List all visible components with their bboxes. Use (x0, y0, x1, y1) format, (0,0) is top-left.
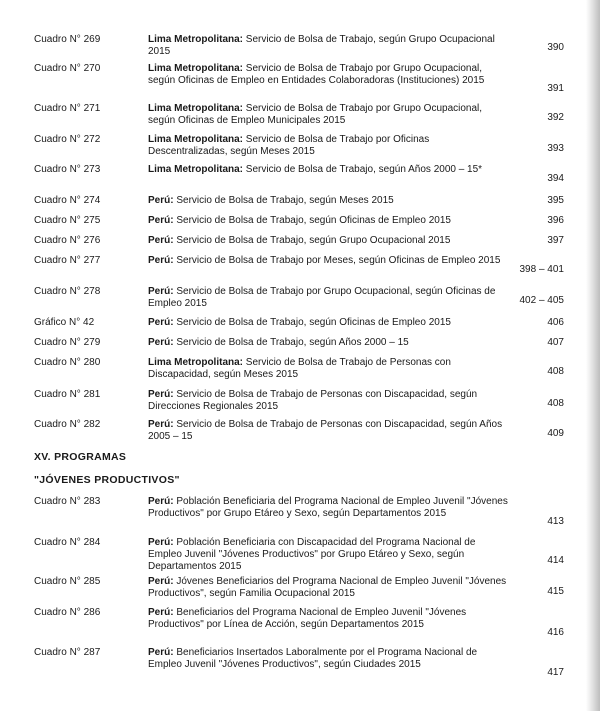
entry-description (148, 235, 508, 247)
entry-code: Cuadro N° 282 (34, 419, 101, 430)
entry-description (148, 134, 508, 158)
entry-code: Cuadro N° 284 (34, 537, 101, 548)
entry-code: Cuadro N° 280 (34, 357, 101, 368)
entry-page: 397 (547, 235, 564, 246)
entry-code: Cuadro N° 278 (34, 286, 101, 297)
entry-description (148, 576, 508, 600)
entry-code: Cuadro N° 285 (34, 576, 101, 587)
entry-region: Lima Metropolitana: (148, 164, 244, 175)
entry-region: Perú: (148, 337, 174, 348)
entry-title: Servicio de Bolsa de Trabajo por Grupo Ocupacional, según Oficinas de Empleo 2015 (148, 286, 496, 309)
entry-region: Perú: (148, 286, 174, 297)
entry-title: Servicio de Bolsa de Trabajo, según Años 2000 – 15 (173, 337, 409, 348)
entry-page: 415 (547, 586, 564, 597)
entry-region: Perú: (148, 576, 174, 587)
entry-title: Servicio de Bolsa de Trabajo, según Grupo Ocupacional 2015 (148, 34, 495, 57)
entry-title: Servicio de Bolsa de Trabajo de Personas con Discapacidad, según Años 2005 – 15 (148, 419, 503, 442)
entry-code: Cuadro N° 279 (34, 337, 101, 348)
entry-description (148, 337, 508, 349)
entry-page: 409 (547, 428, 564, 439)
entry-description (148, 103, 508, 127)
entry-page: 392 (547, 112, 564, 123)
entry-description (148, 647, 508, 671)
entry-code: Cuadro N° 277 (34, 255, 101, 266)
entry-page: 402 – 405 (519, 295, 564, 306)
entry-code: Gráfico N° 42 (34, 317, 95, 328)
entry-code: Cuadro N° 270 (34, 63, 101, 74)
entry-page: 396 (547, 215, 564, 226)
entry-region: Lima Metropolitana: (148, 357, 244, 368)
entry-page: 408 (547, 398, 564, 409)
entry-page: 393 (547, 143, 564, 154)
entry-region: Lima Metropolitana: (148, 134, 244, 145)
entry-description (148, 63, 508, 87)
entry-page: 406 (547, 317, 564, 328)
entry-page: 407 (547, 337, 564, 348)
entry-title: Servicio de Bolsa de Trabajo, según Años 2000 – 15* (243, 164, 483, 175)
entry-title: Servicio de Bolsa de Trabajo, según Oficinas de Empleo 2015 (173, 317, 451, 328)
entry-title: Población Beneficiaria con Discapacidad del Programa Nacional de Empleo Juvenil "Jóvenes Productivos" por Grupo Etáreo y Sexo, según Departamentos 2015 (148, 537, 476, 572)
entry-code: Cuadro N° 275 (34, 215, 101, 226)
entry-description (148, 357, 508, 381)
entry-page: 391 (547, 83, 564, 94)
entry-region: Perú: (148, 419, 174, 430)
entry-title: Beneficiarios Insertados Laboralmente por el Programa Nacional de Empleo Juvenil "Jóvenes Productivos", según Ciudades 2015 (148, 647, 478, 670)
entry-region: Lima Metropolitana: (148, 34, 244, 45)
entry-code: Cuadro N° 283 (34, 496, 101, 507)
entry-code: Cuadro N° 269 (34, 34, 101, 45)
entry-region: Perú: (148, 496, 174, 507)
entry-description (148, 215, 508, 227)
page-edge-shadow (586, 0, 600, 711)
section-title: XV. PROGRAMAS (34, 451, 127, 463)
entry-region: Perú: (148, 215, 174, 226)
entry-page: 417 (547, 667, 564, 678)
entry-code: Cuadro N° 274 (34, 195, 101, 206)
entry-region: Lima Metropolitana: (148, 63, 244, 74)
subsection-title: "JÓVENES PRODUCTIVOS" (34, 474, 180, 486)
entry-code: Cuadro N° 286 (34, 607, 101, 618)
entry-description (148, 496, 508, 520)
entry-description (148, 537, 508, 573)
entry-description (148, 607, 508, 631)
entry-description (148, 164, 508, 176)
entry-region: Perú: (148, 255, 174, 266)
entry-page: 395 (547, 195, 564, 206)
entry-title: Servicio de Bolsa de Trabajo de Personas con Discapacidad, según Direcciones Regionales 2015 (148, 389, 478, 412)
entry-title: Servicio de Bolsa de Trabajo por Grupo Ocupacional, según Oficinas de Empleo en Entidades Colaboradoras (Instituciones) 2015 (148, 63, 485, 86)
entry-region: Perú: (148, 317, 174, 328)
entry-page: 398 – 401 (519, 264, 564, 275)
entry-code: Cuadro N° 287 (34, 647, 101, 658)
entry-code: Cuadro N° 271 (34, 103, 101, 114)
entry-description (148, 389, 508, 413)
entry-description (148, 286, 508, 310)
entry-code: Cuadro N° 272 (34, 134, 101, 145)
entry-code: Cuadro N° 273 (34, 164, 101, 175)
entry-title: Beneficiarios del Programa Nacional de Empleo Juvenil "Jóvenes Productivos" por Línea de Acción, según Departamentos 2015 (148, 607, 467, 630)
entry-description (148, 317, 508, 329)
entry-region: Perú: (148, 647, 174, 658)
entry-title: Servicio de Bolsa de Trabajo, según Oficinas de Empleo 2015 (173, 215, 451, 226)
entry-description (148, 34, 508, 58)
entry-description (148, 255, 508, 267)
entry-title: Servicio de Bolsa de Trabajo, según Meses 2015 (173, 195, 394, 206)
entry-region: Perú: (148, 607, 174, 618)
entry-page: 408 (547, 366, 564, 377)
entry-region: Lima Metropolitana: (148, 103, 244, 114)
entry-title: Población Beneficiaria del Programa Nacional de Empleo Juvenil "Jóvenes Productivos" por Grupo Etáreo y Sexo, según Departamentos 2015 (148, 496, 508, 519)
entry-title: Servicio de Bolsa de Trabajo de Personas con Discapacidad, según Meses 2015 (148, 357, 451, 380)
entry-region: Perú: (148, 537, 174, 548)
entry-title: Servicio de Bolsa de Trabajo por Meses, según Oficinas de Empleo 2015 (173, 255, 501, 266)
entry-region: Perú: (148, 195, 174, 206)
entry-page: 416 (547, 627, 564, 638)
entry-title: Servicio de Bolsa de Trabajo por Grupo Ocupacional, según Oficinas de Empleo Municipales 2015 (148, 103, 483, 126)
entry-region: Perú: (148, 235, 174, 246)
entry-page: 390 (547, 42, 564, 53)
entry-code: Cuadro N° 281 (34, 389, 101, 400)
entry-title: Servicio de Bolsa de Trabajo por Oficinas Descentralizadas, según Meses 2015 (148, 134, 430, 157)
entry-description (148, 419, 508, 443)
entry-description (148, 195, 508, 207)
entry-code: Cuadro N° 276 (34, 235, 101, 246)
entry-region: Perú: (148, 389, 174, 400)
entry-title: Servicio de Bolsa de Trabajo, según Grupo Ocupacional 2015 (173, 235, 451, 246)
entry-page: 413 (547, 516, 564, 527)
entry-page: 414 (547, 555, 564, 566)
entry-title: Jóvenes Beneficiarios del Programa Nacional de Empleo Juvenil "Jóvenes Productivos", según Familia Ocupacional 2015 (148, 576, 507, 599)
entry-page: 394 (547, 173, 564, 184)
